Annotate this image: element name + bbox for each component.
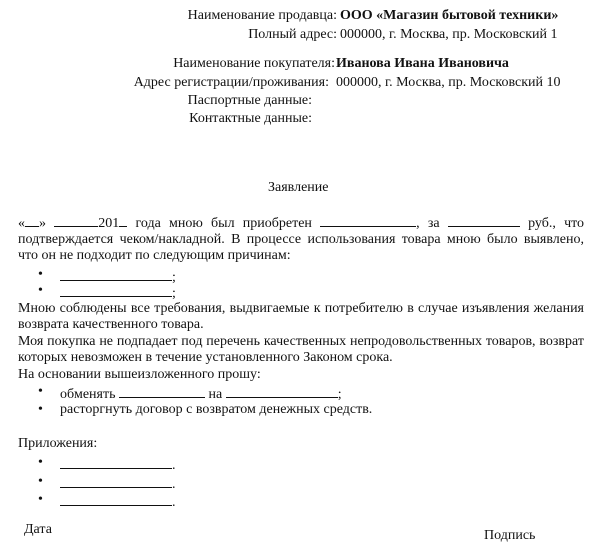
product-blank [320, 213, 416, 227]
intro-line-1 [18, 213, 584, 232]
attachment-suffix-3: . [172, 495, 176, 510]
seller-name-label: Наименование продавца: [187, 8, 337, 23]
buyer-contacts-label: Контактные данные: [189, 111, 312, 126]
seller-name-value: ООО «Магазин бытовой техники» [340, 8, 559, 23]
day-blank [25, 213, 39, 227]
month-blank [54, 213, 98, 227]
exchange-end: ; [337, 387, 342, 402]
request-bullet-1: • [38, 384, 43, 399]
request-exchange-item [60, 384, 342, 403]
buyer-name-value: Иванова Ивана Ивановича [336, 56, 509, 71]
attachment-item-1 [60, 455, 176, 474]
attachment-item-3 [60, 492, 176, 511]
reason-suffix-2: ; [172, 286, 176, 301]
attachments-label: Приложения: [18, 436, 98, 451]
price-blank [448, 213, 520, 227]
seller-address-value: 000000, г. Москва, пр. Московский 1 [340, 27, 558, 42]
year-prefix: 201 [98, 216, 120, 231]
attachment-blank-2 [60, 474, 172, 488]
reason-blank-2 [60, 283, 172, 297]
intro-text-2: , за [416, 216, 440, 231]
attachment-suffix-2: . [172, 477, 176, 492]
attachment-bullet-2: • [38, 474, 43, 489]
request-terminate-item: расторгнуть договор с возвратом денежных средств. [60, 402, 373, 417]
date-label: Дата [24, 522, 52, 537]
purchase-paragraph: Моя покупка не подпадает под перечень качественных непродовольственных товаров, возврат которых невозможен в течение установленного Законом срока. [18, 334, 584, 365]
request-bullet-2: • [38, 402, 43, 417]
buyer-name-label: Наименование покупателя: [173, 56, 335, 71]
document-title: Заявление [268, 180, 329, 195]
exchange-to-blank [226, 384, 338, 398]
seller-address-label: Полный адрес: [248, 27, 337, 42]
requirements-paragraph: Мною соблюдены все требования, выдвигаемые к потребителю в случае изъявления желания возврата качественного товара. [18, 301, 584, 332]
attachment-bullet-1: • [38, 455, 43, 470]
open-quote: « [18, 216, 25, 231]
year-blank [119, 213, 127, 227]
request-lead: На основании вышеизложенного прошу: [18, 367, 261, 382]
reason-suffix-1: ; [172, 270, 176, 285]
signature-label: Подпись [484, 528, 536, 543]
buyer-address-label: Адрес регистрации/проживания: [133, 75, 329, 90]
exchange-from-blank [119, 384, 205, 398]
reason-bullet-2: • [38, 283, 43, 298]
attachment-blank-1 [60, 455, 172, 469]
buyer-passport-label: Паспортные данные: [187, 93, 312, 108]
intro-text-3: руб., что [528, 216, 585, 231]
attachment-item-2 [60, 474, 176, 493]
intro-line-2: подтверждается чеком/накладной. В процессе использования товара мною было выявлено, [18, 232, 584, 247]
reason-item-2 [60, 283, 176, 302]
attachment-bullet-3: • [38, 492, 43, 507]
buyer-address-value: 000000, г. Москва, пр. Московский 10 [336, 75, 561, 90]
reason-bullet-1: • [38, 267, 43, 282]
exchange-label: обменять [60, 387, 116, 402]
attachment-blank-3 [60, 492, 172, 506]
intro-line-3: что он не подходит по следующим причинам: [18, 248, 291, 263]
attachment-suffix-1: . [172, 458, 176, 473]
exchange-on: на [208, 387, 223, 402]
close-quote: » [39, 216, 46, 231]
intro-text-1: года мною был приобретен [135, 216, 312, 231]
reason-blank-1 [60, 267, 172, 281]
